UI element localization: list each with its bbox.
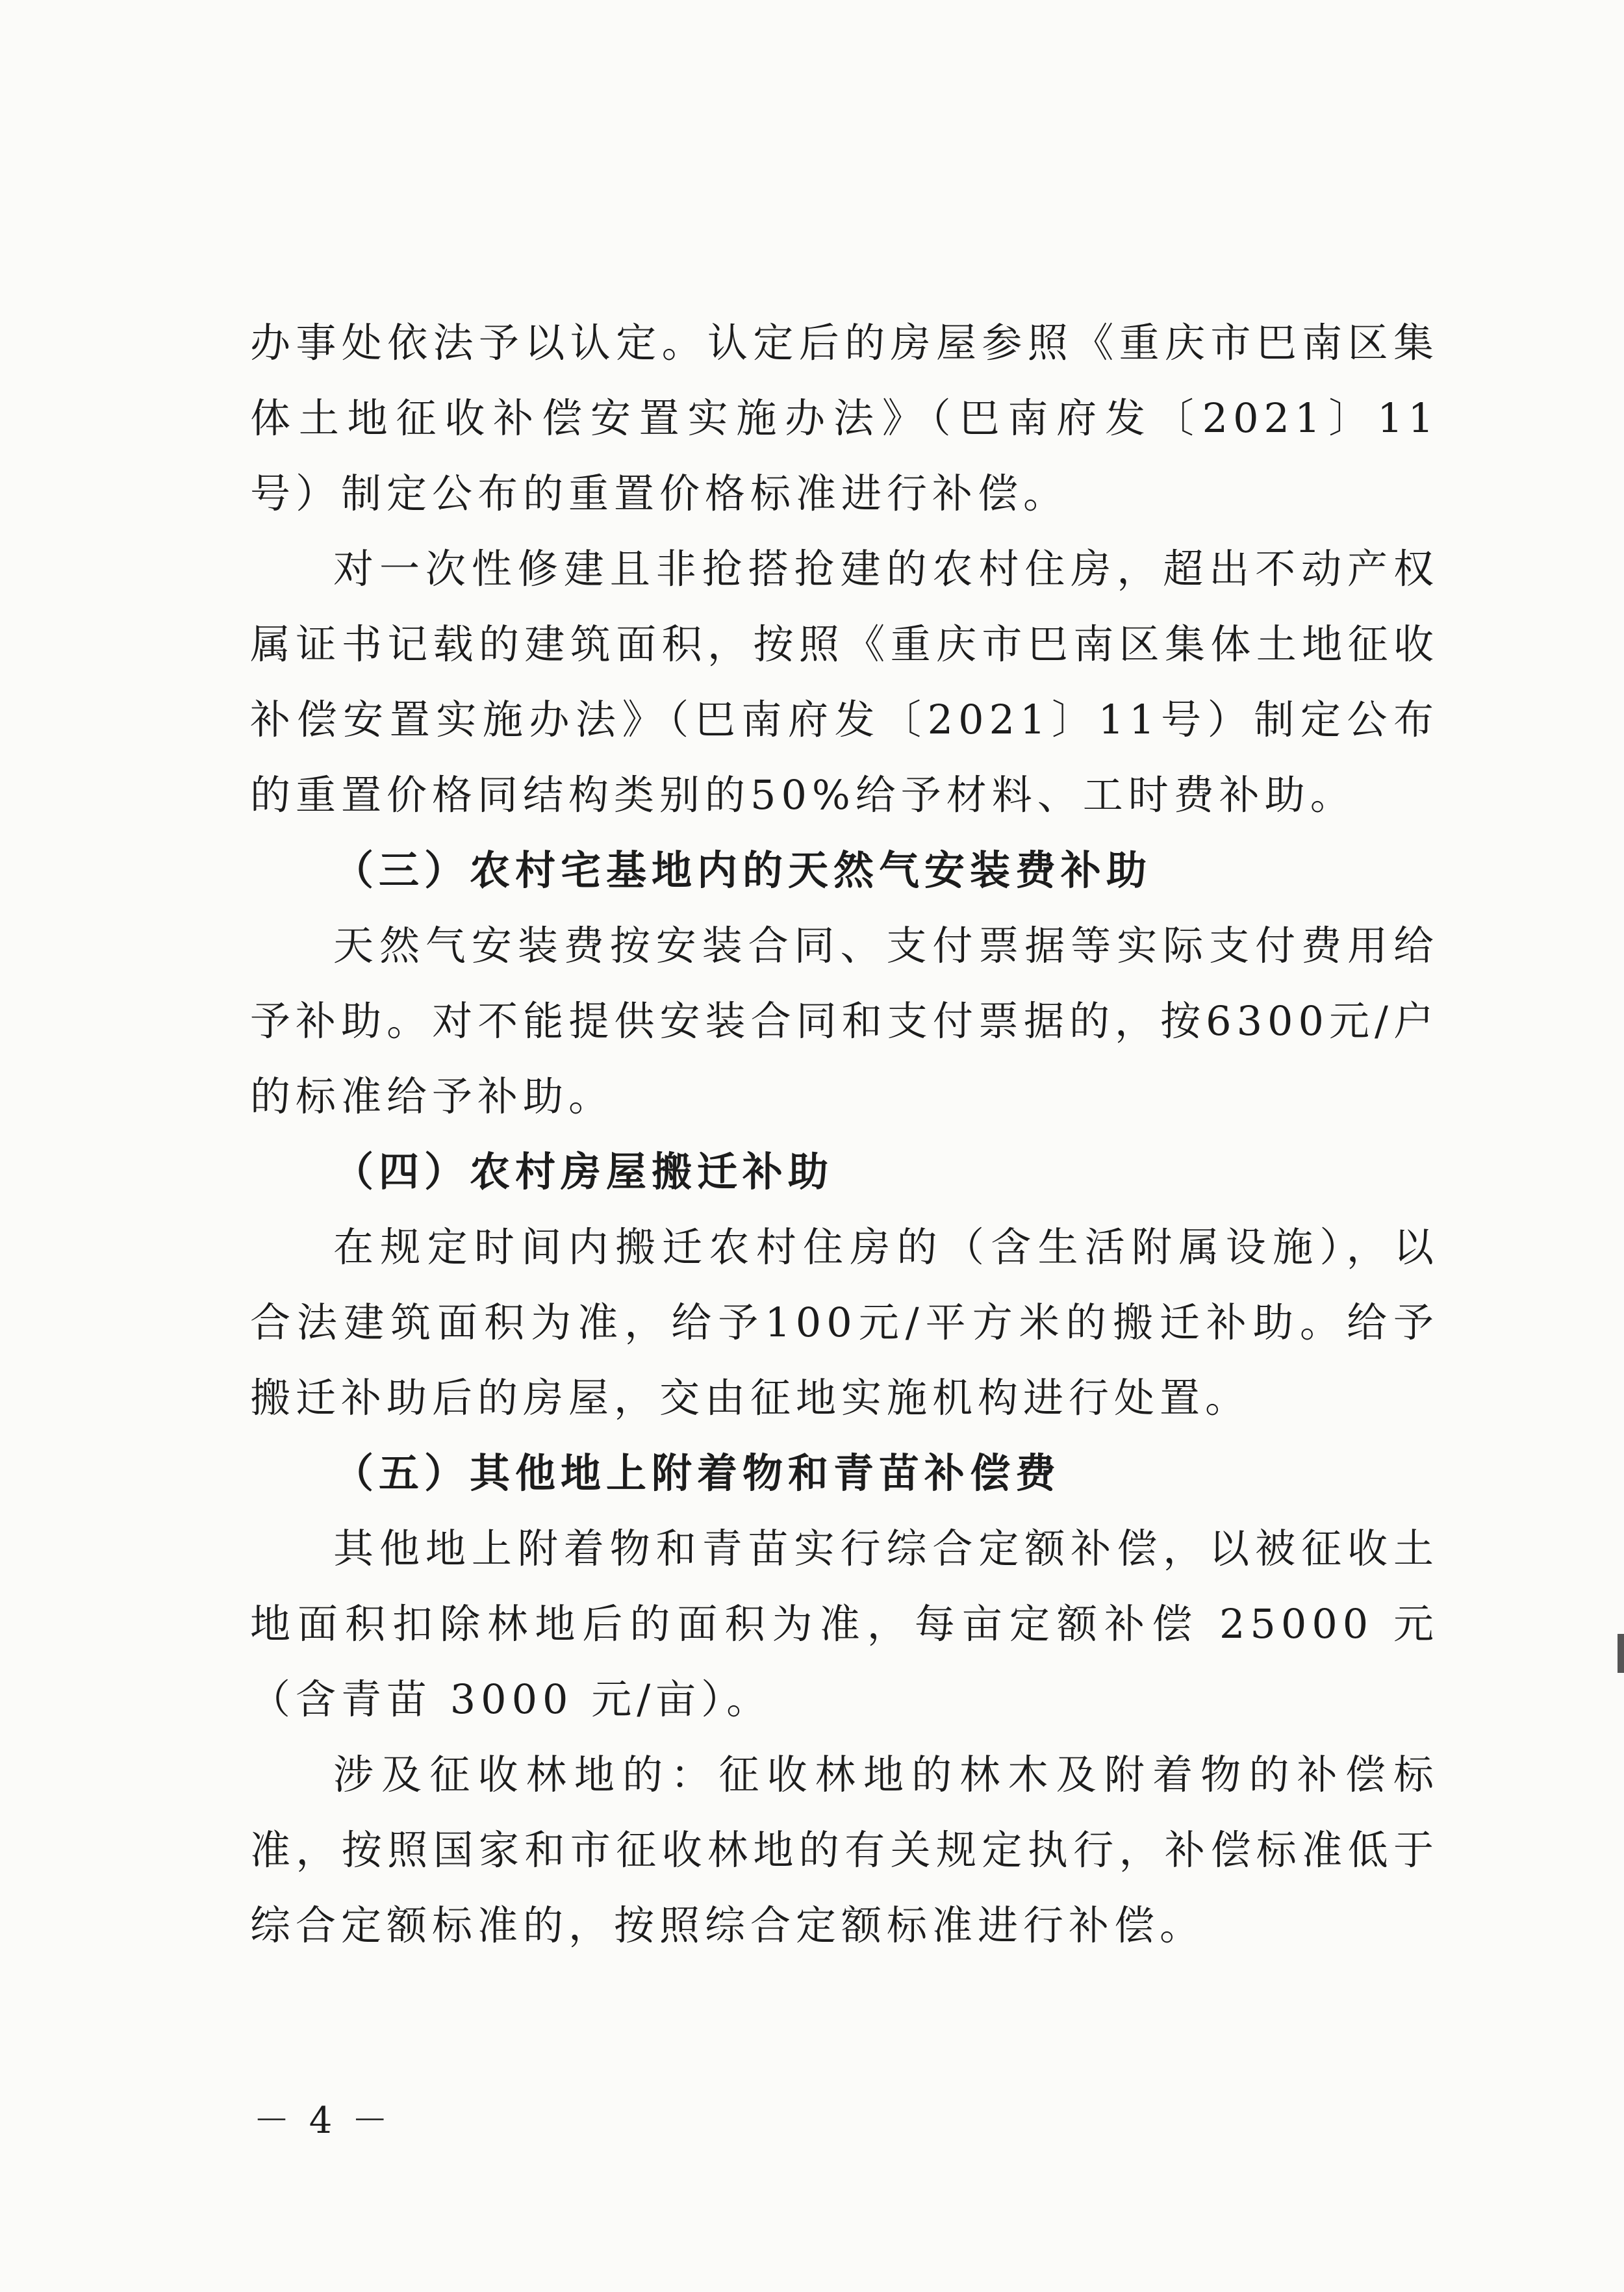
scan-edge-mark — [1618, 1634, 1624, 1673]
paragraph-attachments-crops: 其他地上附着物和青苗实行综合定额补偿，以被征收土地面积扣除林地后的面积为准，每亩定额补偿 25000 元（含青苗 3000 元/亩）。 — [250, 1525, 1439, 1723]
document-body — [250, 305, 1439, 1963]
page-number: － 4 － — [253, 2100, 392, 2142]
section-heading-gas-installation: （三）农村宅基地内的天然气安装费补助 — [333, 847, 1152, 894]
section-heading-relocation: （四）农村房屋搬迁补助 — [333, 1148, 834, 1195]
paragraph-gas-installation: 天然气安装费按安装合同、支付票据等实际支付费用给予补助。对不能提供安装合同和支付票据的，按6300元/户的标准给予补助。 — [250, 922, 1439, 1120]
paragraph-forest-land: 涉及征收林地的：征收林地的林木及附着物的补偿标准，按照国家和市征收林地的有关规定执行，补偿标准低于综合定额标准的，按照综合定额标准进行补偿。 — [250, 1751, 1439, 1949]
paragraph-oversize-area-subsidy: 对一次性修建且非抢搭抢建的农村住房，超出不动产权属证书记载的建筑面积，按照《重庆市巴南区集体土地征收补偿安置实施办法》（巴南府发〔2021〕11号）制定公布的重置价格同结构类别的50%给予材料、工时费补助。 — [250, 545, 1439, 819]
paragraph-continuation: 办事处依法予以认定。认定后的房屋参照《重庆市巴南区集体土地征收补偿安置实施办法》（巴南府发〔2021〕11号）制定公布的重置价格标准进行补偿。 — [250, 319, 1439, 517]
paragraph-relocation: 在规定时间内搬迁农村住房的（含生活附属设施），以合法建筑面积为准，给予100元/平方米的搬迁补助。给予搬迁补助后的房屋，交由征地实施机构进行处置。 — [250, 1223, 1439, 1421]
section-heading-attachments-crops: （五）其他地上附着物和青苗补偿费 — [333, 1449, 1061, 1497]
